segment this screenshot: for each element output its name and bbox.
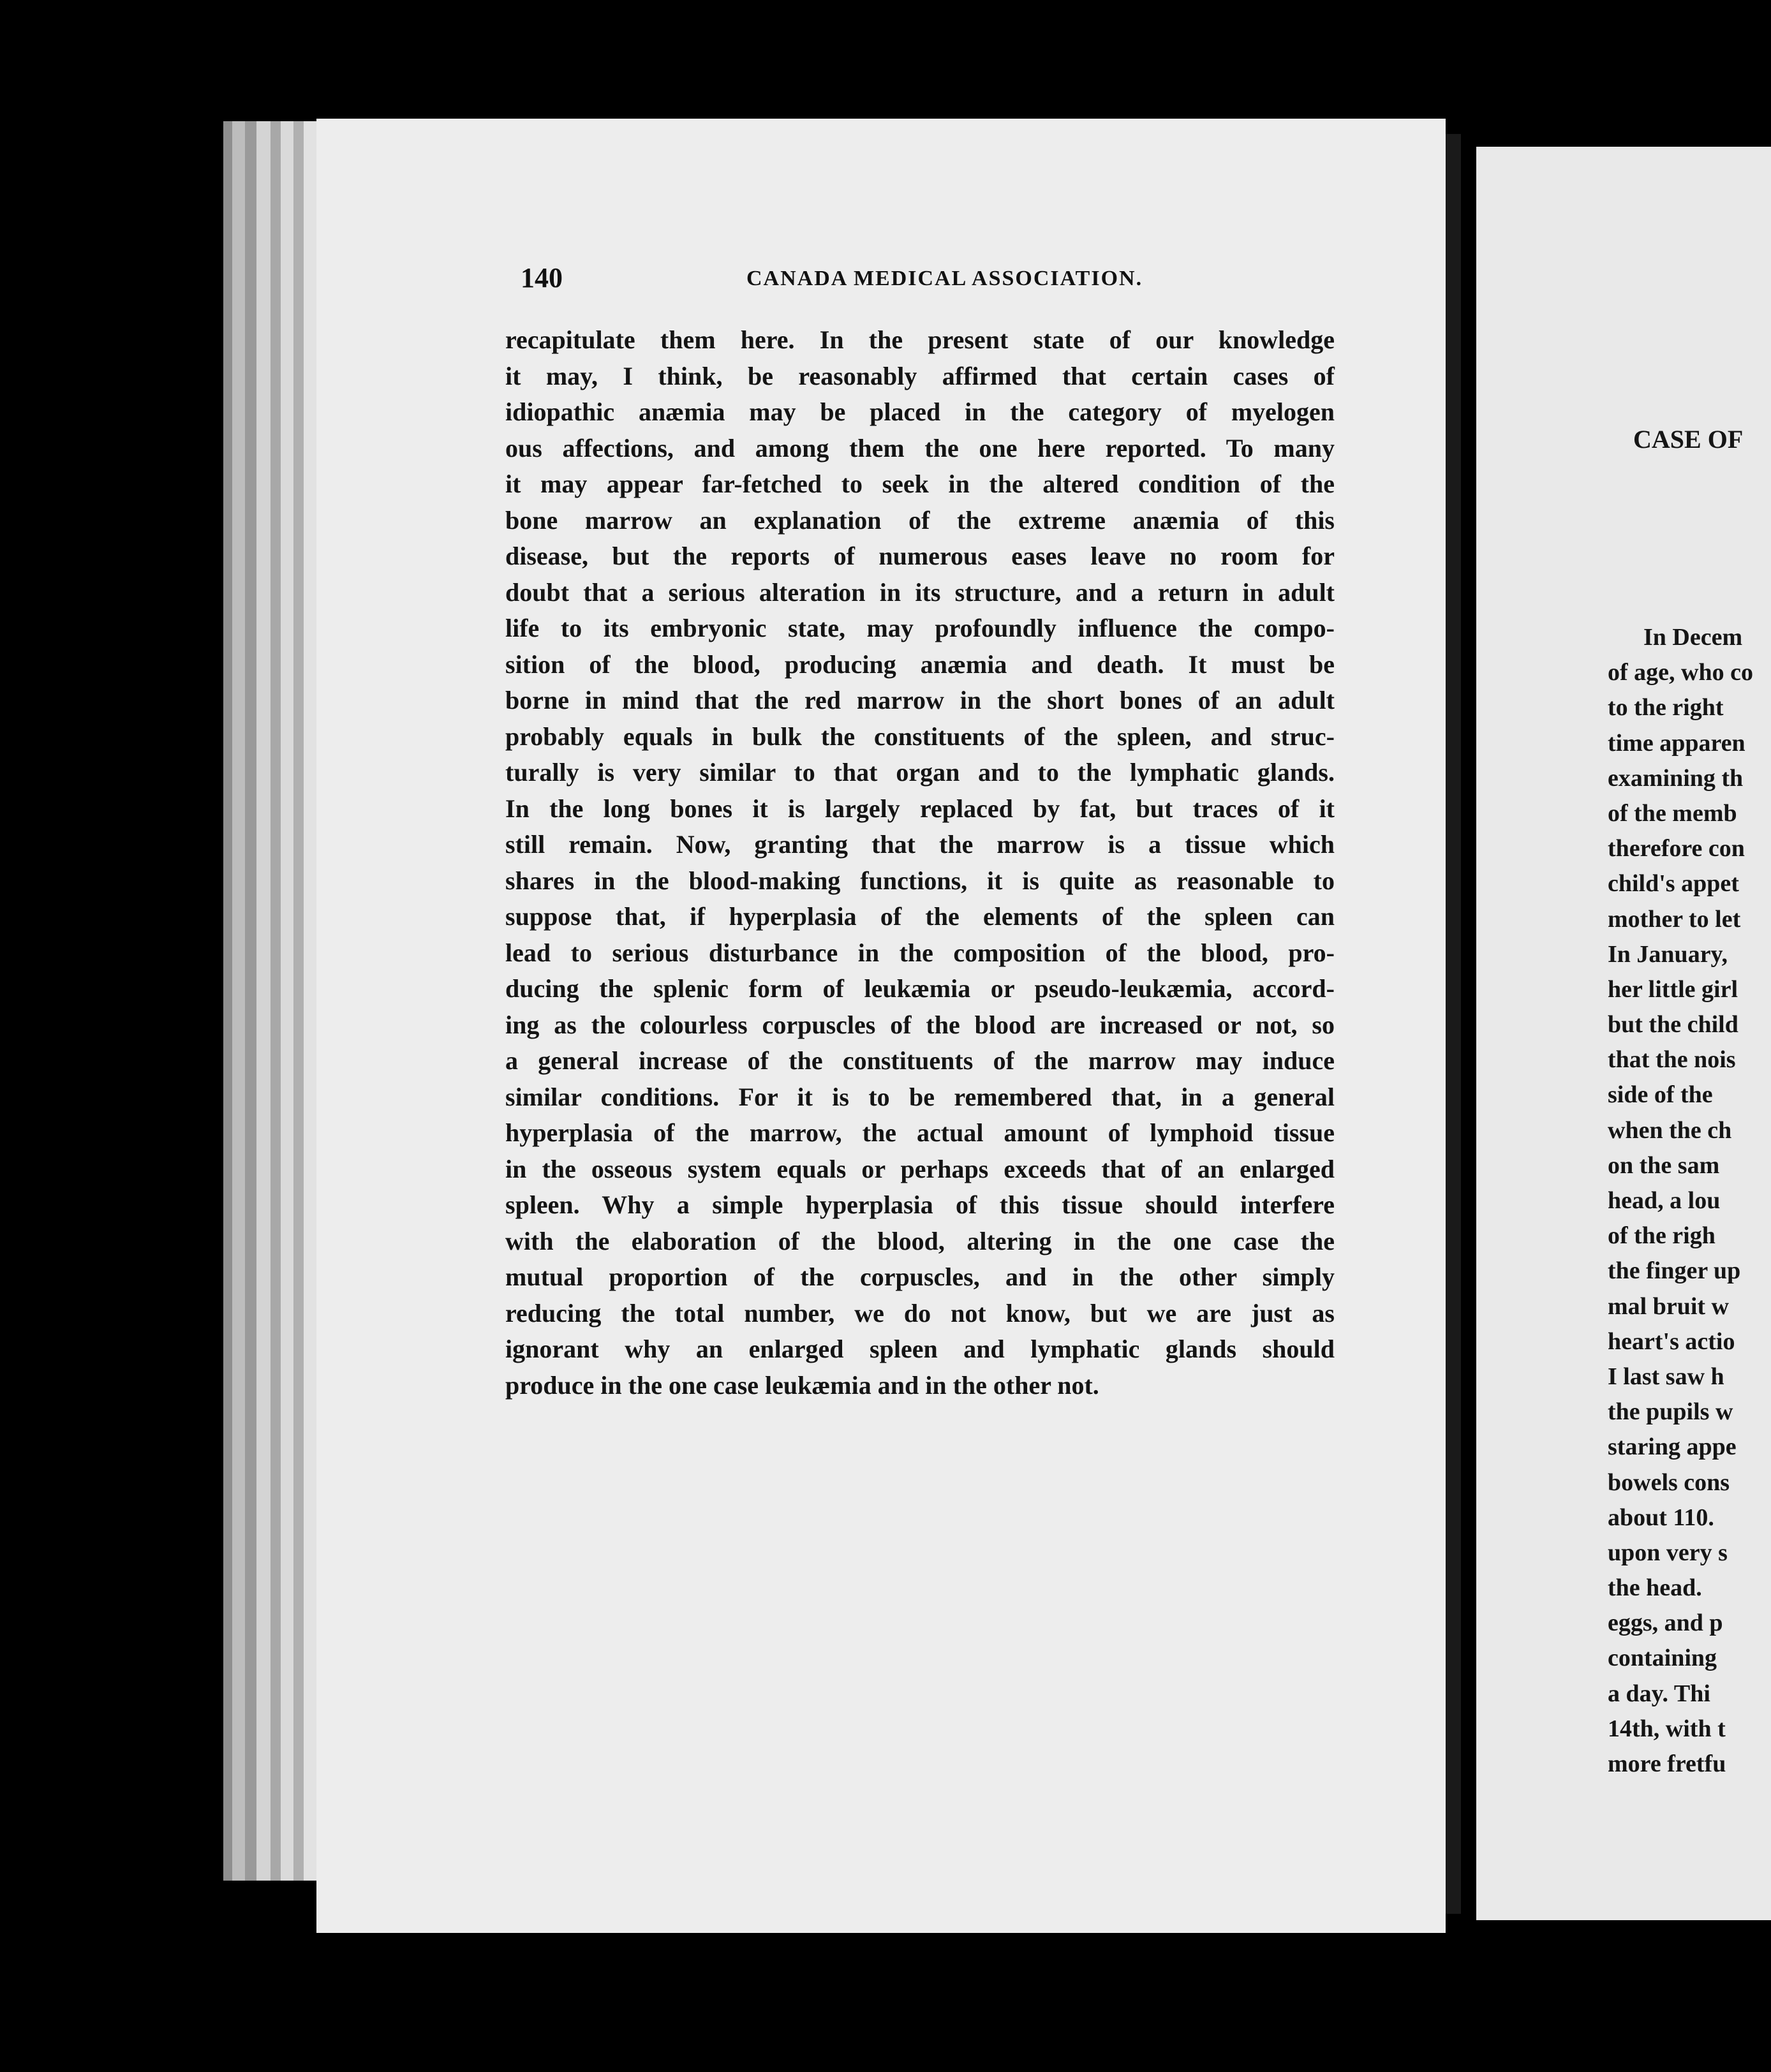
text-line: mal bruit w bbox=[1608, 1292, 1729, 1320]
text-line: ing as the colourless corpuscles of the blood are increased or not, so bbox=[505, 1010, 1335, 1039]
text-line: In January, bbox=[1608, 940, 1728, 968]
text-line: it may appear far-fetched to seek in the altered condition of the bbox=[505, 470, 1335, 498]
text-line: that the nois bbox=[1608, 1046, 1736, 1074]
text-line: probably equals in bulk the constituents of the spleen, and struc- bbox=[505, 722, 1335, 751]
text-line: upon very s bbox=[1608, 1539, 1728, 1566]
text-line: the head. bbox=[1608, 1574, 1702, 1602]
text-line: of age, who co bbox=[1608, 659, 1753, 686]
text-line: more fretfu bbox=[1608, 1750, 1726, 1777]
book-spine bbox=[1461, 138, 1476, 1918]
text-line: on the sam bbox=[1608, 1151, 1720, 1179]
left-page-body-text bbox=[505, 322, 1335, 1403]
running-head: CANADA MEDICAL ASSOCIATION. bbox=[746, 267, 1143, 290]
text-line: I last saw h bbox=[1608, 1363, 1724, 1390]
text-line: borne in mind that the red marrow in the short bones of an adult bbox=[505, 686, 1335, 714]
text-line: child's appet bbox=[1608, 870, 1739, 898]
text-line: disease, but the reports of numerous eases leave no room for bbox=[505, 542, 1335, 570]
text-line: with the elaboration of the blood, altering in the one case the bbox=[505, 1226, 1335, 1255]
page-edge bbox=[223, 121, 232, 1881]
text-line: of the memb bbox=[1608, 799, 1737, 827]
text-line: recapitulate them here. In the present state of our knowledge bbox=[505, 325, 1335, 354]
text-line: the pupils w bbox=[1608, 1398, 1733, 1426]
text-line: produce in the one case leukæmia and in the other not. bbox=[505, 1370, 1099, 1400]
text-line: lead to serious disturbance in the composition of the blood, pro- bbox=[505, 938, 1335, 967]
text-line: but the child bbox=[1608, 1011, 1738, 1039]
text-line: bone marrow an explanation of the extreme anæmia of this bbox=[505, 505, 1335, 535]
text-line: ous affections, and among them the one here reported. To many bbox=[505, 433, 1335, 463]
right-page-body-text bbox=[1608, 620, 1753, 1782]
text-line: still remain. Now, granting that the marrow is a tissue which bbox=[505, 830, 1335, 859]
text-line: hyperplasia of the marrow, the actual amount of lymphoid tissue bbox=[505, 1118, 1335, 1147]
text-line: bowels cons bbox=[1608, 1469, 1730, 1496]
text-line: idiopathic anæmia may be placed in the category of myelogen bbox=[505, 397, 1335, 426]
page-edge bbox=[270, 121, 281, 1881]
text-line: containing bbox=[1608, 1645, 1717, 1672]
right-page-heading: CASE OF bbox=[1633, 425, 1744, 454]
text-line: ducing the splenic form of leukæmia or pseudo-leukæmia, accord- bbox=[505, 974, 1335, 1003]
text-line: staring appe bbox=[1608, 1433, 1737, 1461]
page-number: 140 bbox=[521, 262, 563, 293]
text-line: eggs, and p bbox=[1608, 1610, 1723, 1637]
text-line: 14th, with t bbox=[1608, 1715, 1726, 1742]
text-line: spleen. Why a simple hyperplasia of this tissue should interfere bbox=[505, 1190, 1335, 1219]
text-line: in the osseous system equals or perhaps exceeds that of an enlarged bbox=[505, 1154, 1335, 1183]
text-line: time apparen bbox=[1608, 729, 1745, 757]
page-edge bbox=[293, 121, 304, 1881]
text-line: head, a lou bbox=[1608, 1187, 1721, 1214]
text-line: it may, I think, be reasonably affirmed that certain cases of bbox=[505, 361, 1335, 390]
text-line: suppose that, if hyperplasia of the elements of the spleen can bbox=[505, 902, 1335, 931]
text-line: doubt that a serious alteration in its structure, and a return in adult bbox=[505, 577, 1335, 607]
page-edge bbox=[232, 121, 245, 1881]
text-line: a day. Thi bbox=[1608, 1680, 1710, 1707]
text-line: side of the bbox=[1608, 1081, 1713, 1109]
page-edge bbox=[304, 121, 316, 1881]
text-line: sition of the blood, producing anæmia and death. It must be bbox=[505, 649, 1335, 679]
text-line: to the right bbox=[1608, 694, 1724, 722]
text-line: similar conditions. For it is to be remembered that, in a general bbox=[505, 1082, 1335, 1111]
page-edge bbox=[256, 121, 270, 1881]
text-line: life to its embryonic state, may profoundly influence the compo- bbox=[505, 614, 1335, 642]
text-line: reducing the total number, we do not know, but we are just as bbox=[505, 1298, 1335, 1328]
text-line: her little girl bbox=[1608, 975, 1738, 1003]
page-edge bbox=[281, 121, 293, 1881]
text-line: shares in the blood-making functions, it is quite as reasonable to bbox=[505, 866, 1335, 895]
page-header bbox=[521, 262, 1350, 300]
text-line: heart's actio bbox=[1608, 1328, 1735, 1355]
text-line: In the long bones it is largely replaced by fat, but traces of it bbox=[505, 794, 1335, 823]
gutter bbox=[1446, 134, 1461, 1914]
text-line: examining th bbox=[1608, 764, 1744, 792]
text-line: therefore con bbox=[1608, 835, 1745, 862]
text-line: of the righ bbox=[1608, 1222, 1715, 1250]
page-edge bbox=[245, 121, 256, 1881]
text-line: mutual proportion of the corpuscles, and in the other simply bbox=[505, 1262, 1335, 1291]
text-line: turally is very similar to that organ and to the lymphatic glands. bbox=[505, 758, 1335, 787]
text-line: about 110. bbox=[1608, 1504, 1714, 1531]
text-line: In Decem bbox=[1643, 624, 1743, 651]
text-line: mother to let bbox=[1608, 905, 1741, 933]
text-line: ignorant why an enlarged spleen and lymphatic glands should bbox=[505, 1335, 1335, 1363]
text-line: the finger up bbox=[1608, 1257, 1741, 1285]
text-line: when the ch bbox=[1608, 1116, 1732, 1144]
text-line: a general increase of the constituents of the marrow may induce bbox=[505, 1046, 1335, 1075]
